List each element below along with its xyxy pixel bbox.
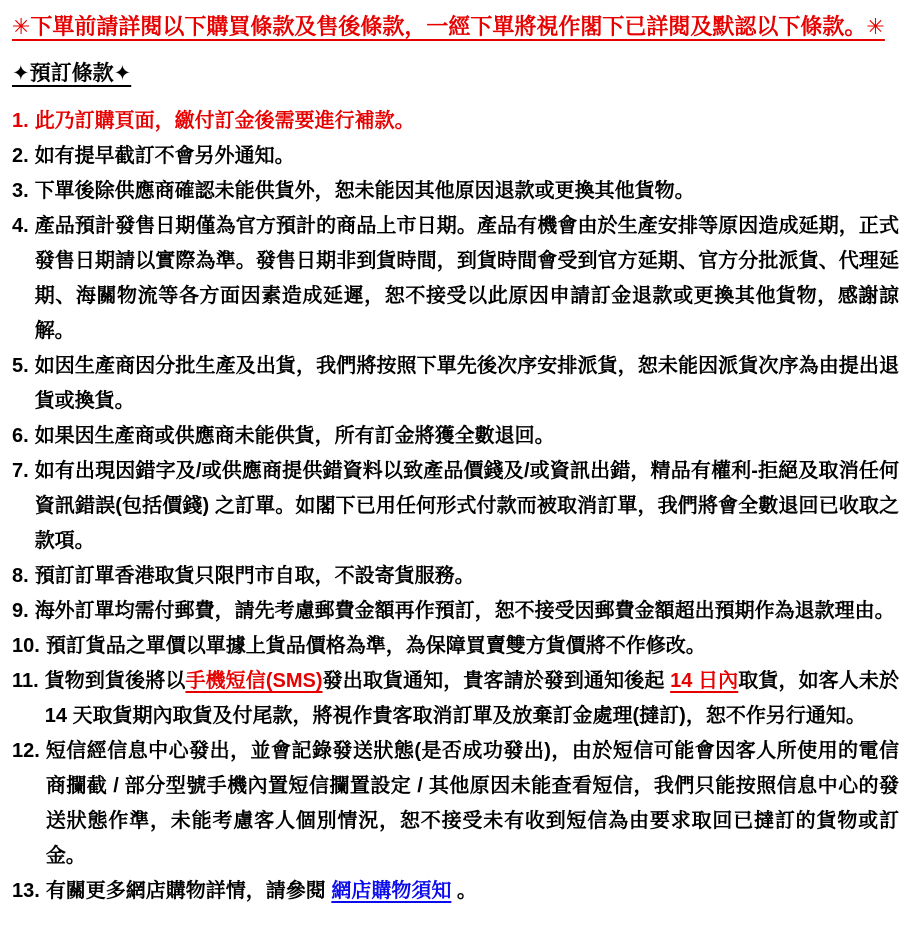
term-number: 13. [12,880,40,902]
purchase-terms-header: ✳下單前請詳閱以下購買條款及售後條款，一經下單將視作閣下已詳閱及默認以下條款。✳ [12,14,885,39]
term-text [35,104,899,139]
term-number: 12. [12,740,40,762]
term-item-11 [12,664,899,734]
term-item-12 [12,734,899,874]
sms-highlight: 手機短信(SMS) [185,670,323,692]
term-text [35,559,899,594]
term-text [35,349,899,419]
term-number: 1. [12,110,29,132]
term-segment: 如有出現因錯字及/或供應商提供錯資料以致產品價錢及/或資訊出錯，精品有權利-拒絕及取消任何資訊錯誤(包括價錢) 之訂單。如閣下已用任何形式付款而被取消訂單，我們將會全數退回已收取之款項。 [34,460,899,552]
term-item-4 [12,209,899,349]
term-item-13 [12,874,899,909]
preorder-terms-title: ✦預訂條款✦ [12,62,132,85]
pickup-deadline-highlight: 14 日內 [670,670,739,692]
term-text [35,174,899,209]
term-item-6 [12,419,899,454]
term-segment: 下單後除供應商確認未能供貨外，恕未能因其他原因退款或更換其他貨物。 [34,180,695,202]
term-number: 3. [12,180,29,202]
term-number: 7. [12,460,29,482]
term-text [46,734,899,874]
term-segment: 如因生產商因分批生產及出貨，我們將按照下單先後次序安排派貨，恕未能因派貨次序為由提出退貨或換貨。 [34,355,899,412]
term-segment: 海外訂單均需付郵費，請先考慮郵費金額再作預訂，恕不接受因郵費金額超出預期作為退款理由。 [34,600,895,622]
term-item-5 [12,349,899,419]
term-segment: 如有提早截訂不會另外通知。 [34,145,295,167]
term-text [46,874,899,909]
term-number: 2. [12,145,29,167]
shop-guide-link[interactable]: 網店購物須知 [331,880,452,902]
term-number: 11. [12,670,39,692]
term-item-10 [12,629,899,664]
term-item-8 [12,559,899,594]
term-text [46,629,899,664]
term-segment: 。 [451,880,477,902]
term-item-1 [12,104,899,139]
term-segment: 有關更多網店購物詳情，請參閱 [45,880,332,902]
term-segment: 預訂訂單香港取貨只限門市自取，不設寄貨服務。 [34,565,475,587]
term-number: 6. [12,425,29,447]
term-text [35,419,899,454]
term-segment: 發出取貨通知，貴客請於發到通知後起 [322,670,671,692]
term-text [45,664,899,734]
term-number: 9. [12,600,29,622]
term-item-9 [12,594,899,629]
term-segment: 取貨，如客人未於 14 天取貨期內取貨及付尾款，將視作貴客取消訂單及放棄訂金處理(撻訂)，恕不作另行通知。 [44,670,899,727]
terms-list [12,104,899,909]
term-segment: 如果因生產商或供應商未能供貨，所有訂金將獲全數退回。 [34,425,555,447]
term-segment: 貨物到貨後將以 [44,670,186,692]
term-segment: 預訂貨品之單價以單據上貨品價格為準，為保障買賣雙方貨價將不作修改。 [45,635,706,657]
term-number: 5. [12,355,29,377]
term-item-2 [12,139,899,174]
term-text [35,139,899,174]
term-segment: 此乃訂購頁面，繳付訂金後需要進行補款。 [34,110,415,132]
term-item-7 [12,454,899,559]
term-number: 10. [12,635,40,657]
term-number: 4. [12,215,29,237]
term-number: 8. [12,565,29,587]
term-segment: 短信經信息中心發出，並會記錄發送狀態(是否成功發出)，由於短信可能會因客人所使用的電信商攔截 / 部分型號手機內置短信攔置設定 / 其他原因未能查看短信，我們只能按照信息中心的發送狀態作準，未能考慮客人個別情況，恕不接受未有收到短信為由要求取回已撻訂的貨物或訂金。 [45,740,899,867]
term-text [35,594,899,629]
term-text [35,209,899,349]
term-item-3 [12,174,899,209]
term-segment: 產品預計發售日期僅為官方預計的商品上市日期。產品有機會由於生產安排等原因造成延期，正式發售日期請以實際為準。發售日期非到貨時間，到貨時間會受到官方延期、官方分批派貨、代理延期、海關物流等各方面因素造成延遲，恕不接受以此原因申請訂金退款或更換其他貨物，感謝諒解。 [34,215,899,342]
term-text [35,454,899,559]
